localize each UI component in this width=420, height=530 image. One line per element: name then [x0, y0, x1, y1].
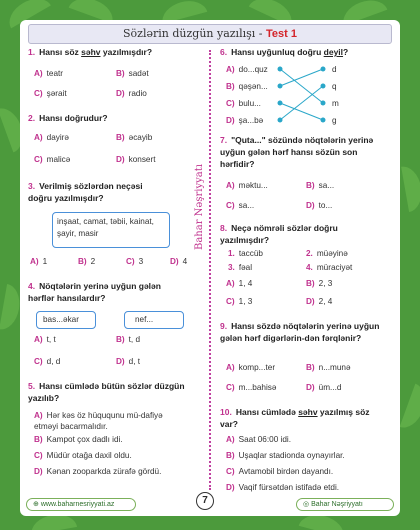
q1-option-b[interactable]: B) sadət	[116, 69, 149, 78]
q6-matching-lines	[275, 64, 335, 124]
q4-option-d[interactable]: D) d, t	[116, 357, 141, 366]
q4-box-1: bas...əkar	[36, 311, 96, 329]
q6-item-d[interactable]: D) şa...bə	[226, 116, 264, 125]
worksheet	[20, 20, 400, 516]
website-link[interactable]: ⊕ www.baharnesriyyati.az	[26, 498, 136, 511]
question-8: 8. Neçə nömrəli sözlər doğru yazılmışdır?	[220, 223, 338, 245]
q3-option-d[interactable]: D) 4	[170, 257, 188, 266]
q8-option-d[interactable]: D) 2, 4	[306, 297, 333, 306]
q9-option-c[interactable]: C) m...bahisə	[226, 383, 277, 392]
q10-option-a[interactable]: A) Saat 06:00 idi.	[226, 435, 291, 444]
q3-option-a[interactable]: A) 1	[30, 257, 48, 266]
q8-word-1: 1. taccüb	[228, 249, 263, 258]
q1-option-c[interactable]: C) şərait	[34, 89, 67, 98]
question-6: 6. Hansı uyğunluq doğru deyil?	[220, 47, 349, 57]
q7-option-c[interactable]: C) sa...	[226, 201, 255, 210]
q8-word-4: 4. müraciyət	[306, 263, 353, 272]
header-test-label: Test 1	[265, 28, 297, 40]
question-4: 4. Nöqtələrin yerinə uyğun gələn hərflər hansılardır?	[28, 281, 161, 303]
q8-option-c[interactable]: C) 1, 3	[226, 297, 253, 306]
q1-option-d[interactable]: D) radio	[116, 89, 147, 98]
q2-option-a[interactable]: A) dayirə	[34, 133, 69, 142]
q5-option-b[interactable]: B) Kampot çox dadlı idi.	[34, 435, 123, 444]
column-divider	[209, 50, 211, 490]
q10-option-b[interactable]: B) Uşaqlar stadionda oynayırlar.	[226, 451, 345, 460]
header-title: Sözlərin düzgün yazılışı -	[123, 27, 263, 40]
question-9: 9. Hansı sözdə nöqtələrin yerinə uyğun gələn hərf digərlərin-dən fərqlənir?	[220, 321, 380, 343]
q5-option-c[interactable]: C) Müdür otağa daxil oldu.	[34, 451, 132, 460]
q4-option-b[interactable]: B) t, d	[116, 335, 141, 344]
q4-option-c[interactable]: C) d, d	[34, 357, 61, 366]
question-7: 7. "Quta..." sözündə nöqtələrin yerinə uyğun gələn hərf hansı sözün son hərfidir?	[220, 135, 374, 169]
social-icon: ◎	[303, 501, 310, 508]
page-header	[28, 24, 392, 44]
q4-option-a[interactable]: A) t, t	[34, 335, 56, 344]
publisher-brand: ◎ Bahar Nəşriyyatı	[296, 498, 394, 511]
q8-option-b[interactable]: B) 2, 3	[306, 279, 333, 288]
question-10: 10. Hansı cümlədə səhv yazılmış söz var?	[220, 407, 370, 429]
q2-option-d[interactable]: D) konsert	[116, 155, 156, 164]
question-2: 2. Hansı doğrudur?	[28, 113, 108, 123]
q8-word-2: 2. müəyinə	[306, 249, 348, 258]
q9-option-d[interactable]: D) üm...d	[306, 383, 342, 392]
q5-option-a[interactable]: A) Hər kəs öz hüququnu mü-dafiyə etməyi bacarmalıdır.	[34, 411, 163, 431]
q10-option-d[interactable]: D) Vaqif fürsətdən istifadə etdi.	[226, 483, 340, 492]
page-footer	[20, 495, 400, 516]
q9-option-b[interactable]: B) n...munə	[306, 363, 351, 372]
publisher-side-label: Bahar Nəşriyyatı	[194, 164, 205, 250]
q6-right-1: d	[332, 65, 337, 74]
q7-option-b[interactable]: B) sa...	[306, 181, 335, 190]
q1-option-a[interactable]: A) teatr	[34, 69, 64, 78]
q3-option-b[interactable]: B) 2	[78, 257, 96, 266]
q6-right-2: q	[332, 82, 337, 91]
question-1: 1. Hansı söz səhv yazılmışdır?	[28, 47, 153, 57]
q4-box-2: nef...	[124, 311, 184, 329]
q7-option-a[interactable]: A) məktu...	[226, 181, 268, 190]
q8-option-a[interactable]: A) 1, 4	[226, 279, 253, 288]
q9-option-a[interactable]: A) komp...ter	[226, 363, 276, 372]
q5-option-d[interactable]: D) Kənan zooparkda zürafə gördü.	[34, 467, 162, 476]
question-5: 5. Hansı cümlədə bütün sözlər düzgün yazılıb?	[28, 381, 185, 403]
q8-word-3: 3. fəal	[228, 263, 253, 272]
q2-option-c[interactable]: C) malicə	[34, 155, 71, 164]
q10-option-c[interactable]: C) Avtamobil birdən dayandı.	[226, 467, 334, 476]
q6-right-3: m	[332, 99, 339, 108]
q6-item-a[interactable]: A) do...quz	[226, 65, 268, 74]
q7-option-d[interactable]: D) to...	[306, 201, 333, 210]
q6-right-4: g	[332, 116, 337, 125]
q2-option-b[interactable]: B) əcayib	[116, 133, 153, 142]
page-number: 7	[196, 492, 214, 510]
question-3: 3. Verilmiş sözlərdən neçəsi doğru yazılmışdır?	[28, 181, 143, 203]
globe-icon: ⊕	[33, 501, 39, 508]
q3-word-box: inşaat, camat, təbii, kainat, şayir, masir	[52, 212, 170, 248]
q3-option-c[interactable]: C) 3	[126, 257, 144, 266]
q6-item-c[interactable]: C) bulu...	[226, 99, 261, 108]
q6-item-b[interactable]: B) qəşən...	[226, 82, 268, 91]
